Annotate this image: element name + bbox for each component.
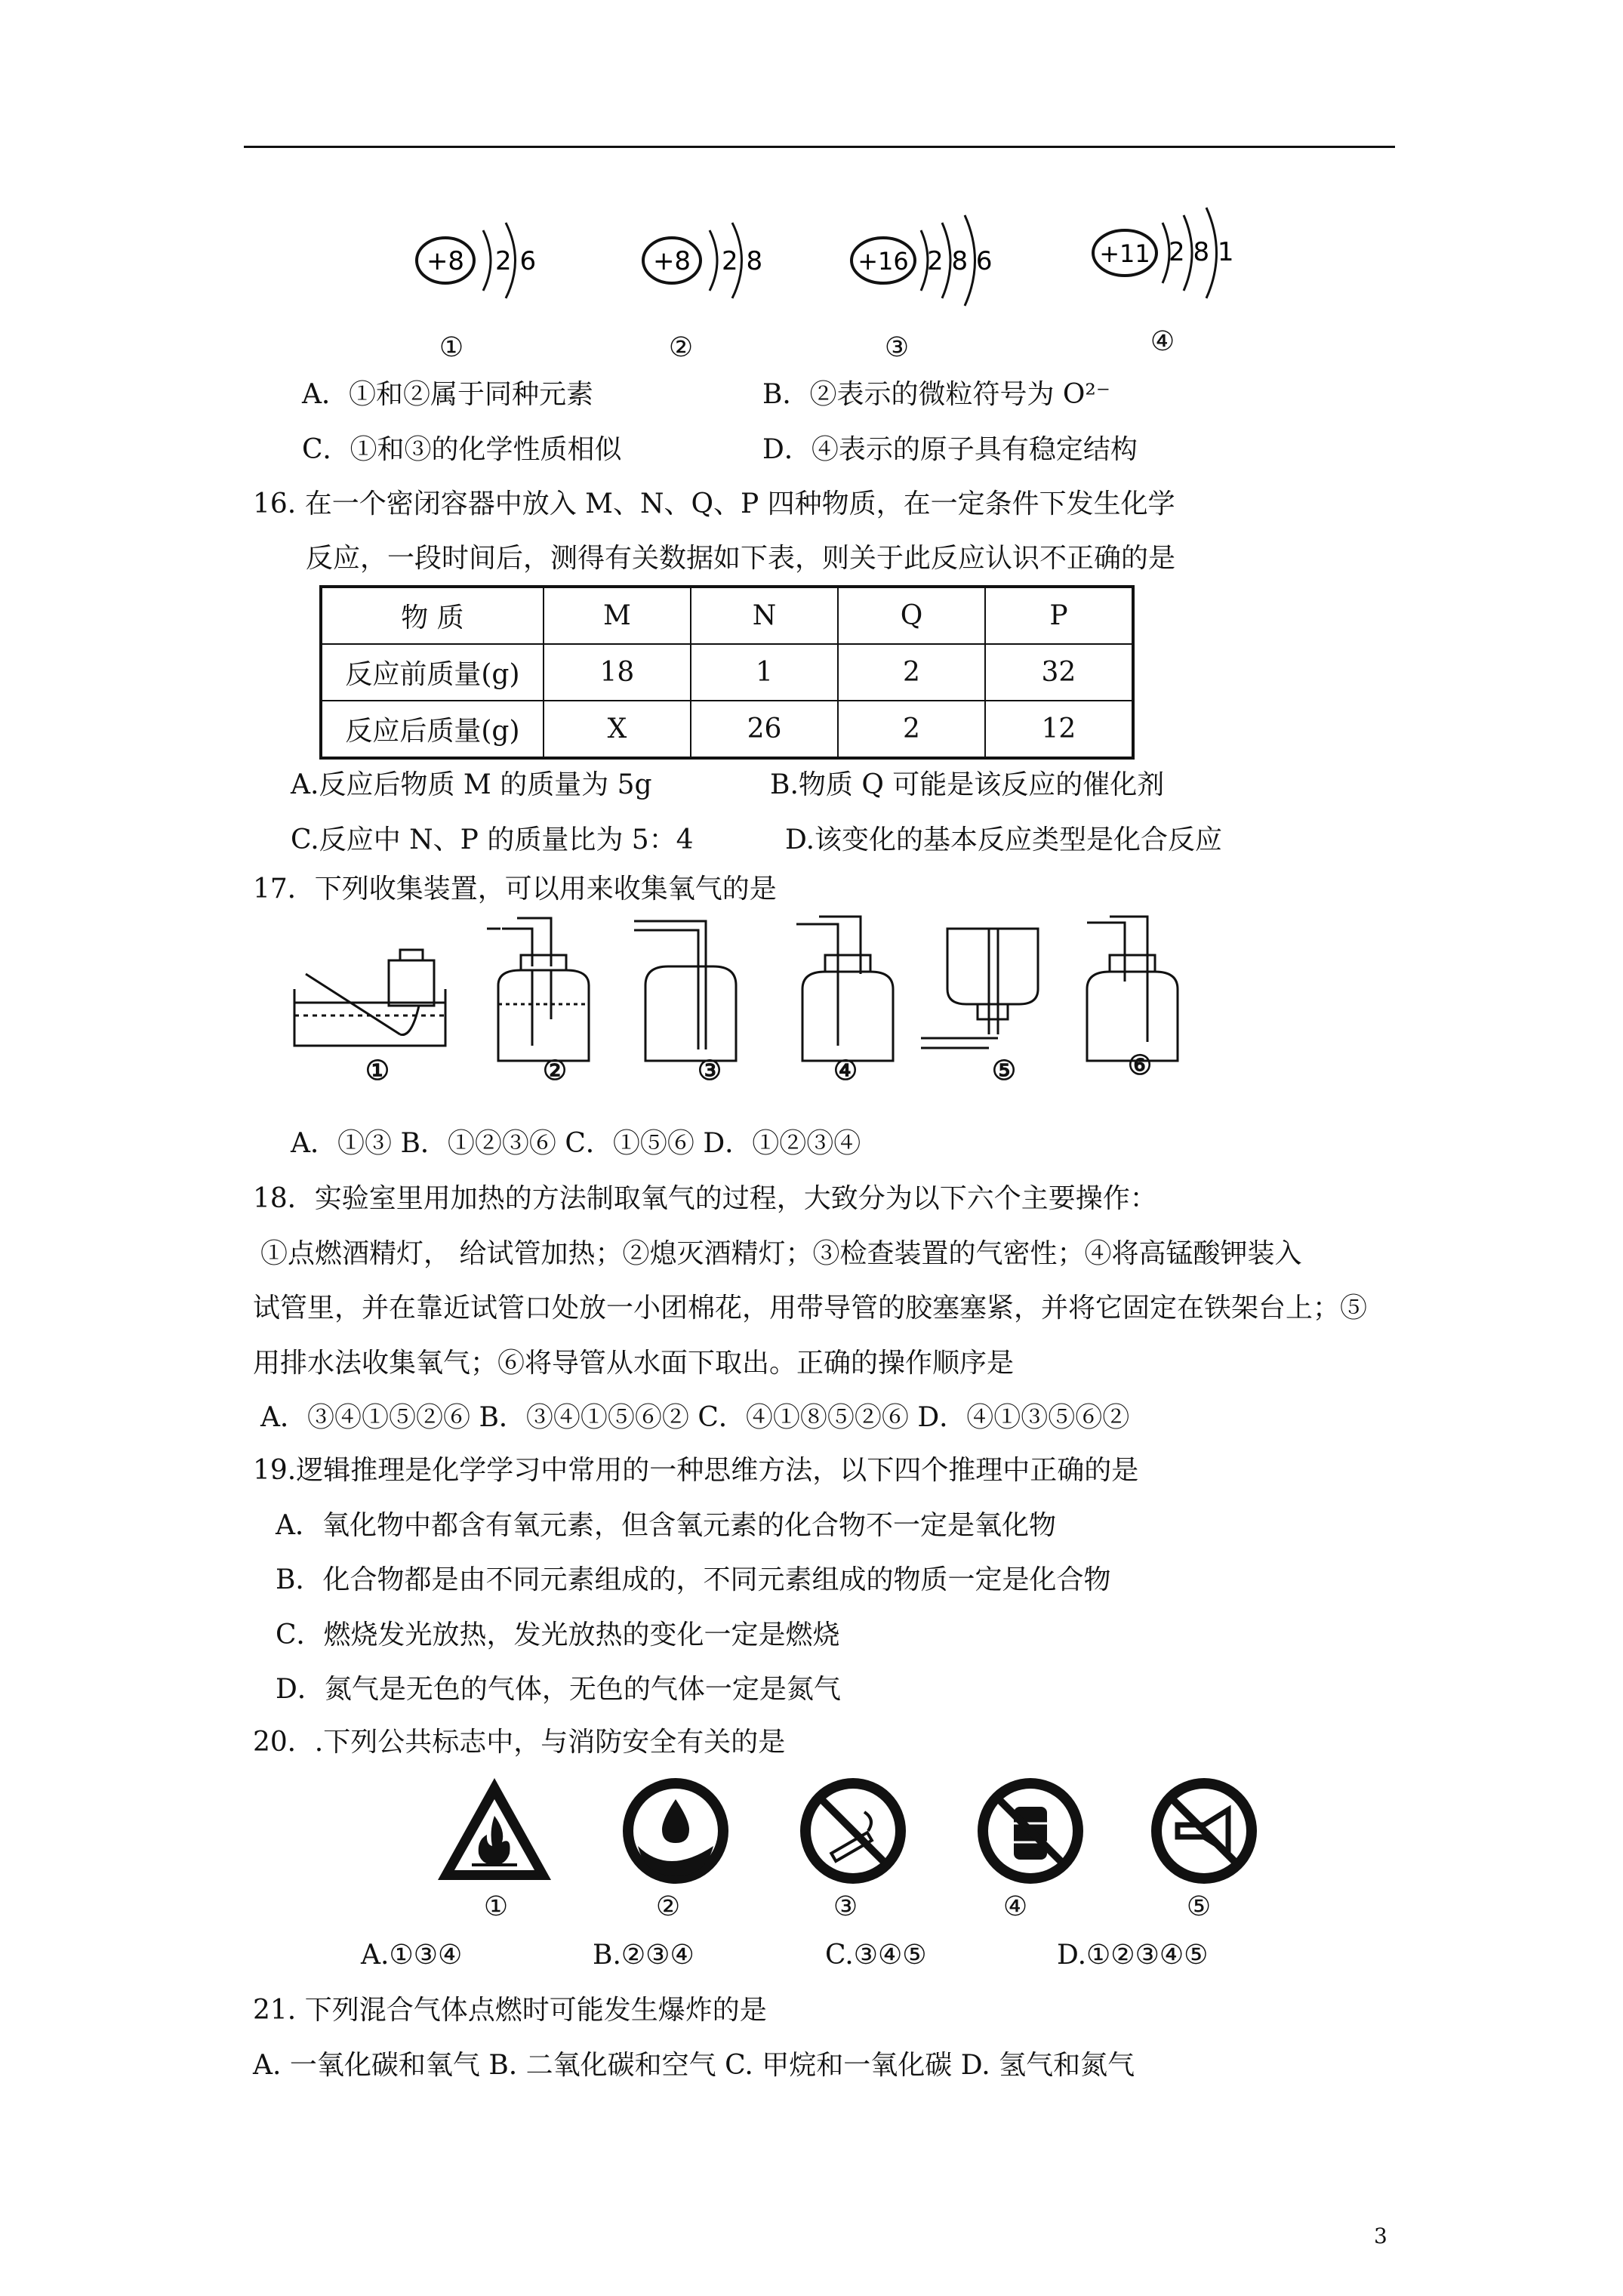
q21-options: A. 一氧化碳和氧气 B. 二氧化碳和空气 C. 甲烷和一氧化碳 D. 氢气和氮气 [253, 2050, 1135, 2081]
table-cell: P [985, 587, 1133, 644]
q19-option-c: C．燃烧发光放热，发光放热的变化一定是燃烧 [276, 1620, 840, 1650]
svg-text:2 8 1: 2 8 1 [1169, 237, 1234, 267]
table-cell: X [544, 701, 691, 758]
table-cell: 反应后质量(g) [321, 701, 544, 758]
apparatus-caption-5: ⑤ [991, 1055, 1017, 1086]
sign-caption-3: ③ [833, 1891, 858, 1922]
atom-caption-2: ② [668, 332, 694, 363]
svg-text:2 8: 2 8 [722, 246, 763, 276]
q18-line3: 试管里，并在靠近试管口处放一小团棉花，用带导管的胶塞塞紧，并将它固定在铁架台上；⑤ [253, 1293, 1368, 1324]
atom-diagram-1 [417, 223, 536, 298]
table-cell: 2 [838, 644, 985, 701]
q16-option-a: A.反应后物质 M 的质量为 5g [291, 769, 652, 800]
table-row [321, 587, 1133, 644]
table-cell: 26 [691, 701, 838, 758]
no-flammables-icon [978, 1778, 1083, 1884]
sign-caption-5: ⑤ [1186, 1891, 1212, 1922]
apparatus-caption-2: ② [542, 1055, 568, 1086]
table-cell: 反应前质量(g) [321, 644, 544, 701]
apparatus-4 [796, 917, 893, 1061]
public-safety-signs [430, 1771, 1276, 1899]
q15-option-a: A．①和②属于同种元素 [302, 379, 593, 410]
table-cell: 12 [985, 701, 1133, 758]
q19-option-b: B．化合物都是由不同元素组成的，不同元素组成的物质一定是化合物 [276, 1564, 1111, 1595]
q15-option-b: B．②表示的微粒符号为 O²⁻ [762, 379, 1110, 410]
flammable-warning-icon [438, 1778, 551, 1880]
q16-stem-line1: 16. 在一个密闭容器中放入 M、N、Q、P 四种物质，在一定条件下发生化学 [253, 488, 1175, 519]
q19-option-d: D．氮气是无色的气体，无色的气体一定是氮气 [276, 1674, 841, 1705]
table-cell: 1 [691, 644, 838, 701]
q17-options: A．①③ B．①②③⑥ C．①⑤⑥ D．①②③④ [291, 1128, 861, 1159]
atom-diagram-3 [852, 215, 993, 306]
table-cell: 32 [985, 644, 1133, 701]
svg-text:+11: +11 [1099, 239, 1150, 268]
q16-option-b: B.物质 Q 可能是该反应的催化剂 [770, 769, 1165, 800]
table-cell: 18 [544, 644, 691, 701]
apparatus-1 [294, 950, 445, 1046]
apparatus-caption-6: ⑥ [1127, 1049, 1153, 1081]
sign-caption-2: ② [655, 1891, 681, 1922]
no-smoking-icon [800, 1778, 906, 1884]
q20-option-a: A.①③④ [361, 1940, 463, 1971]
gas-collection-apparatus [287, 914, 1223, 1087]
q18-line2: ①点燃酒精灯， 给试管加热；②熄灭酒精灯；③检查装置的气密性；④将高锰酸钾装入 [260, 1238, 1302, 1269]
q18-options: A．③④①⑤②⑥ B．③④①⑤⑥② C．④①⑧⑤②⑥ D．④①③⑤⑥② [260, 1402, 1130, 1433]
page-number: 3 [1374, 2224, 1387, 2248]
q18-stem: 18．实验室里用加热的方法制取氧气的过程，大致分为以下六个主要操作： [253, 1183, 1157, 1214]
apparatus-2 [487, 918, 589, 1061]
apparatus-caption-4: ④ [833, 1055, 858, 1086]
table-cell: 物 质 [321, 587, 544, 644]
q21-stem: 21. 下列混合气体点燃时可能发生爆炸的是 [253, 1995, 767, 2026]
apparatus-6 [1087, 917, 1178, 1061]
svg-text:+8: +8 [426, 246, 465, 276]
atom-diagram-4 [1093, 208, 1234, 298]
q16-option-c: C.反应中 N、P 的质量比为 5：4 [291, 824, 694, 855]
table-cell: N [691, 587, 838, 644]
atom-caption-4: ④ [1150, 326, 1175, 357]
q16-option-d: D.该变化的基本反应类型是化合反应 [785, 824, 1223, 855]
q19-stem: 19.逻辑推理是化学学习中常用的一种思维方法，以下四个推理中正确的是 [253, 1455, 1139, 1486]
atom-diagram-2 [643, 223, 762, 298]
svg-text:+16: +16 [858, 247, 909, 276]
atom-caption-3: ③ [884, 332, 910, 363]
table-cell: M [544, 587, 691, 644]
no-honking-icon [1151, 1778, 1257, 1884]
atom-caption-1: ① [439, 332, 464, 363]
sign-caption-4: ④ [1002, 1891, 1028, 1922]
table-cell: Q [838, 587, 985, 644]
q18-line4: 用排水法收集氧气；⑥将导管从水面下取出。正确的操作顺序是 [253, 1348, 1015, 1379]
svg-text:2 6: 2 6 [495, 246, 537, 276]
q15-option-c: C．①和③的化学性质相似 [302, 434, 622, 465]
q20-option-d: D.①②③④⑤ [1057, 1940, 1209, 1971]
q16-stem-line2: 反应，一段时间后，测得有关数据如下表，则关于此反应认识不正确的是 [306, 543, 1176, 574]
q16-data-table [319, 585, 1135, 760]
apparatus-caption-1: ① [365, 1055, 390, 1086]
q20-option-b: B.②③④ [593, 1940, 694, 1971]
water-saving-icon [623, 1778, 728, 1884]
q15-option-d: D．④表示的原子具有稳定结构 [762, 434, 1138, 465]
header-rule [244, 146, 1395, 148]
apparatus-3 [634, 921, 736, 1061]
table-row [321, 644, 1133, 701]
q20-stem: 20．.下列公共标志中，与消防安全有关的是 [253, 1727, 786, 1758]
apparatus-caption-3: ③ [697, 1055, 722, 1086]
sign-caption-1: ① [483, 1891, 509, 1922]
apparatus-5 [921, 929, 1038, 1048]
q19-option-a: A．氧化物中都含有氧元素，但含氧元素的化合物不一定是氧化物 [276, 1510, 1056, 1541]
q20-option-c: C.③④⑤ [825, 1940, 927, 1971]
table-cell: 2 [838, 701, 985, 758]
table-row [321, 701, 1133, 758]
q17-stem: 17．下列收集装置，可以用来收集氧气的是 [253, 874, 777, 905]
svg-text:+8: +8 [652, 246, 691, 276]
svg-text:2 8 6: 2 8 6 [927, 246, 993, 276]
